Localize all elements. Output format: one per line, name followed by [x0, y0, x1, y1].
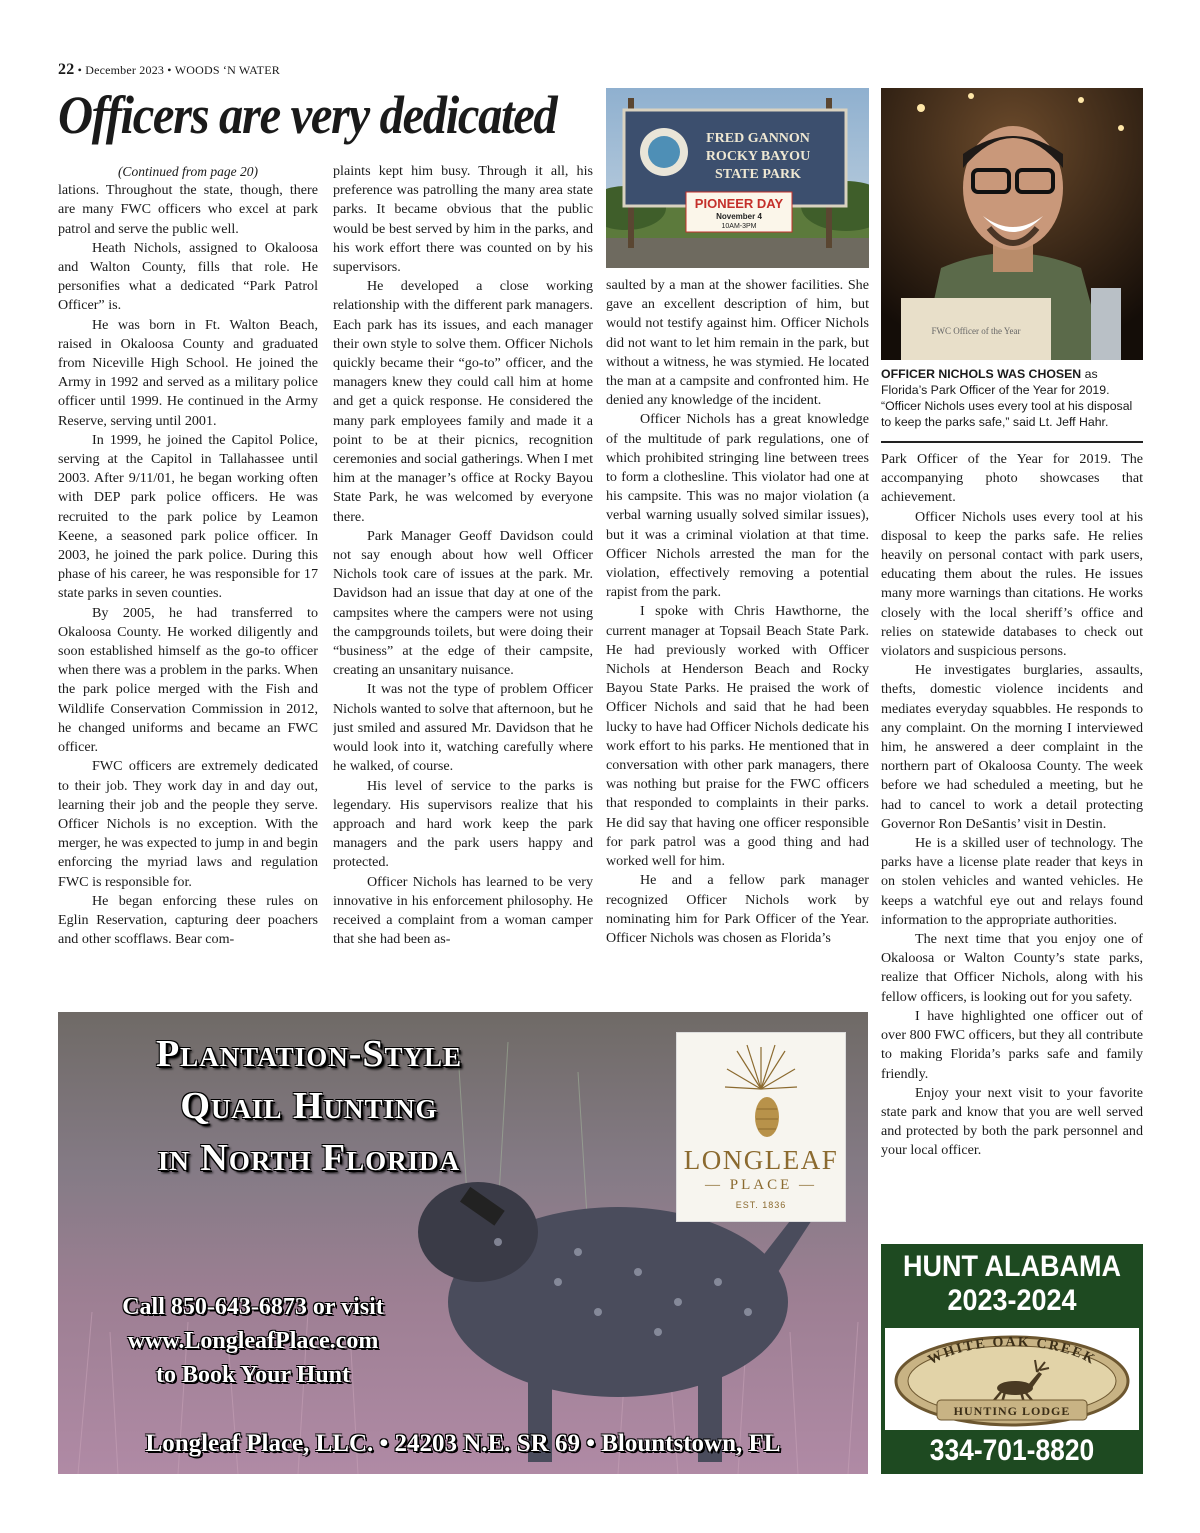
banner-line-1: PIONEER DAY: [694, 196, 784, 211]
officer-portrait-image: [881, 88, 1143, 360]
article-column-3: [606, 276, 869, 1010]
logo-name: LONGLEAF: [683, 1145, 839, 1175]
ad-headline-line-3: in North Florida: [157, 1137, 461, 1179]
paragraph: Officer Nichols has a great knowledge of the multitude of park regulations, one of which prohibited stringing line between trees to form a clothesline. This violator had one at his campsite. This was no major violation (a verbal warning usually solved similar issues), but it was a criminal violation at that time. Officer Nichols arrested the man for the violation, effectively removing a potential rapist from the park.: [606, 411, 869, 601]
article-column-1: [58, 162, 318, 1010]
longleaf-logo: [676, 1032, 846, 1222]
caption-lead: OFFICER NICHOLS WAS CHOSEN: [881, 367, 1082, 381]
banner-line-3: 10AM-3PM: [721, 223, 757, 230]
paragraph: It was not the type of problem Officer Nichols wanted to solve that afternoon, but he just smiled and assured Mr. Davidson that he would look into it, watching carefully where he walked, of course.: [333, 681, 593, 775]
logo-established: EST. 1836: [735, 1200, 787, 1210]
plaque-text: FWC Officer of the Year: [931, 326, 1021, 336]
longleaf-place-ad[interactable]: [58, 1012, 868, 1474]
article-column-2: [333, 162, 593, 1010]
ad-headline: [94, 1028, 524, 1184]
continued-note: (Continued from page 20): [117, 164, 259, 179]
alabama-title-line-2: 2023-2024: [947, 1284, 1077, 1317]
paragraph: I have highlighted one officer out of over 800 FWC officers, but they all contribute to making Florida’s parks safe and family friendly.: [881, 1007, 1143, 1082]
page-number: 22: [58, 61, 75, 78]
paragraph: He investigates burglaries, assaults, thefts, domestic violence incidents and mediates everyday squabbles. He responds to any complaint. On the morning I interviewed him, he answered a deer complaint in the northern part of Okaloosa County. The week before we had scheduled a meeting, but he had to cancel to work a detail protecting Governor Ron DeSantis’ visit in Destin.: [881, 662, 1143, 832]
ad-book-line: to Book Your Hunt: [155, 1362, 351, 1388]
alabama-title-line-1: HUNT ALABAMA: [903, 1250, 1121, 1283]
sign-line-2: ROCKY BAYOU: [705, 149, 811, 164]
park-sign-photo: [606, 88, 869, 268]
hunt-alabama-ad[interactable]: [881, 1244, 1143, 1474]
alabama-ad-title: [894, 1250, 1130, 1318]
paragraph: Park Manager Geoff Davidson could not say enough about how well Officer Nichols took care of issues at the park. Mr. Davidson had an issue that day at one of the campsites where the campers were not using the campgrounds toilets, but were doing their “business” at the edge of their campsite, creating an unsanitary nuisance.: [333, 527, 593, 679]
white-oak-creek-logo-panel: [885, 1328, 1139, 1430]
paragraph: Enjoy your next visit to your favorite state park and know that you are well served and protected by both the park personnel and your local officer.: [881, 1084, 1143, 1159]
ad-address-line: Longleaf Place, LLC. • 24203 N.E. SR 69 • Blountstown, FL: [145, 1430, 781, 1457]
caption-rule: [881, 441, 1143, 443]
paragraph: The next time that you enjoy one of Okaloosa or Walton County’s state parks, realize that Officer Nichols, along with his fellow officers, is looking out for you safety.: [881, 931, 1143, 1005]
paragraph: Heath Nichols, assigned to Okaloosa and Walton County, fills that role. He personifies what a dedicated “Park Patrol Officer” is.: [58, 239, 318, 314]
paragraph: He was born in Ft. Walton Beach, raised in Okaloosa County and graduated from Niceville High School. He joined the Army in 1992 and served as a military police officer until 1999. He continued in the Army Reserve, serving until 2001.: [58, 316, 318, 429]
paragraph: Officer Nichols has learned to be very innovative in his enforcement philosophy. He received a complaint from a woman camper that she had been as-: [333, 873, 593, 948]
ad-headline-line-2: Quail Hunting: [180, 1085, 438, 1127]
logo-place: — PLACE —: [704, 1177, 817, 1193]
officer-portrait-photo: [881, 88, 1143, 360]
paragraph: He is a skilled user of technology. The parks have a license plate reader that keys in on stolen vehicles and wanted vehicles. He keeps a watchful eye out and relays found information to the appropriate authorities.: [881, 835, 1143, 928]
ad-phone-line: Call 850-643-6873 or visit: [122, 1294, 384, 1320]
issue-line: • December 2023 • WOODS ‘N WATER: [74, 63, 280, 77]
ad-headline-line-1: Plantation-Style: [155, 1033, 463, 1075]
page-folio: [58, 61, 280, 79]
paragraph: saulted by a man at the shower facilities. She gave an excellent description of him, but would not testify against him. Officer Nichols did not want to let him remain in the park, but without a witness, he was stymied. He located the man at a campsite and confronted him. He denied any knowledge of the incident.: [606, 277, 869, 409]
paragraph: Officer Nichols uses every tool at his disposal to keep the parks safe. He relies heavily on personal contact with park users, educating them about the rules. He issues many more warnings than citations. He works closely with the local sheriff’s office and relies on statewide databases to check out violators and suspicious persons.: [881, 508, 1143, 660]
paragraph: His level of service to the parks is legendary. His supervisors realize that his approach and hard work keep the park managers and the park users happy and protected.: [333, 777, 593, 871]
photo-caption: [881, 366, 1143, 430]
article-headline: Officers are very dedicated: [58, 85, 557, 145]
logo-arc-text: WHITE OAK CREEK: [925, 1334, 1099, 1369]
sign-line-1: FRED GANNON: [706, 131, 810, 146]
paragraph: In 1999, he joined the Capitol Police, serving at the Capitol in Tallahassee until 2003. After 9/11/01, he began working often with DEP park police officers. He was recruited to the park police by Leamon Keene, a seasoned park police officer. In 2003, he joined the park police. During this phase of his career, he was responsible for 17 state parks in seven counties.: [58, 431, 318, 602]
paragraph: plaints kept him busy. Through it all, his preference was patrolling the many area state parks. It became obvious that the public would be best served by him in the parks, and his work effort there was counted on by his supervisors.: [333, 163, 593, 276]
paragraph: He began enforcing these rules on Eglin Reservation, capturing deer poachers and other scofflaws. Bear com-: [58, 892, 318, 948]
paragraph: FWC officers are extremely dedicated to their job. They work day in and day out, learning their job and the people they serve. Officer Nichols is no exception. With the merger, he was expected to jump in and begin enforcing the myriad laws and regulation FWC is responsible for.: [58, 758, 318, 890]
paragraph: He developed a close working relationship with the different park managers. Each park has its issues, and each manager their own style to solve them. Officer Nichols quickly became their “go-to” officer, and the managers knew they could call him at home and get a quick response. He considered the many park employees family and made it a point to be at their picnics, recognition ceremonies and social gatherings. When I met him at the manager’s office at Rocky Bayou State Park, he was welcomed by everyone there.: [333, 278, 593, 525]
article-column-4: [881, 450, 1143, 1240]
paragraph: By 2005, he had transferred to Okaloosa County. He worked diligently and soon established himself as the go-to officer when there was a problem in the parks. When the park police merged with the Fish and Wildlife Conservation Commission in 2012, he changed uniforms and became an FWC officer.: [58, 604, 318, 756]
pine-cone-icon: [721, 1039, 801, 1143]
ad-website-link[interactable]: www.LongleafPlace.com: [127, 1328, 379, 1354]
paragraph: I spoke with Chris Hawthorne, the current manager at Topsail Beach State Park. He had previously worked with Officer Nichols at Henderson Beach and Rocky Bayou State Parks. He praised the work of Officer Nichols and said that he had been lucky to have had Officer Nichols dedicate his work effort to his parks. He mentioned that in conversation with other park managers, there was nothing but praise for the FWC officers that responded to complaints in their parks. He did say that having one officer responsible for park patrol was a good thing and had worked well for him.: [606, 603, 869, 870]
white-oak-creek-logo: [885, 1328, 1139, 1430]
logo-ribbon-text: HUNTING LODGE: [953, 1404, 1071, 1418]
ad-call-to-action[interactable]: [58, 1290, 448, 1392]
park-sign-image: [606, 88, 869, 268]
banner-line-2: November 4: [716, 212, 762, 221]
paragraph: He and a fellow park manager recognized Officer Nichols work by nominating him for Park Officer of the Year. Officer Nichols was chosen as Florida’s: [606, 872, 869, 946]
caption-text: as Florida’s Park Officer of the Year for 2019. “Officer Nichols uses every tool at his disposal to keep the parks safe,” said Lt. Jeff Hahr.: [881, 367, 1133, 429]
alabama-ad-phone[interactable]: 334-701-8820: [929, 1434, 1095, 1467]
sign-line-3: STATE PARK: [715, 167, 801, 182]
paragraph: Park Officer of the Year for 2019. The accompanying photo showcases that achievement.: [881, 451, 1143, 506]
paragraph: lations. Throughout the state, though, there are many FWC officers who excel at park patrol and serve the public well.: [58, 182, 318, 237]
